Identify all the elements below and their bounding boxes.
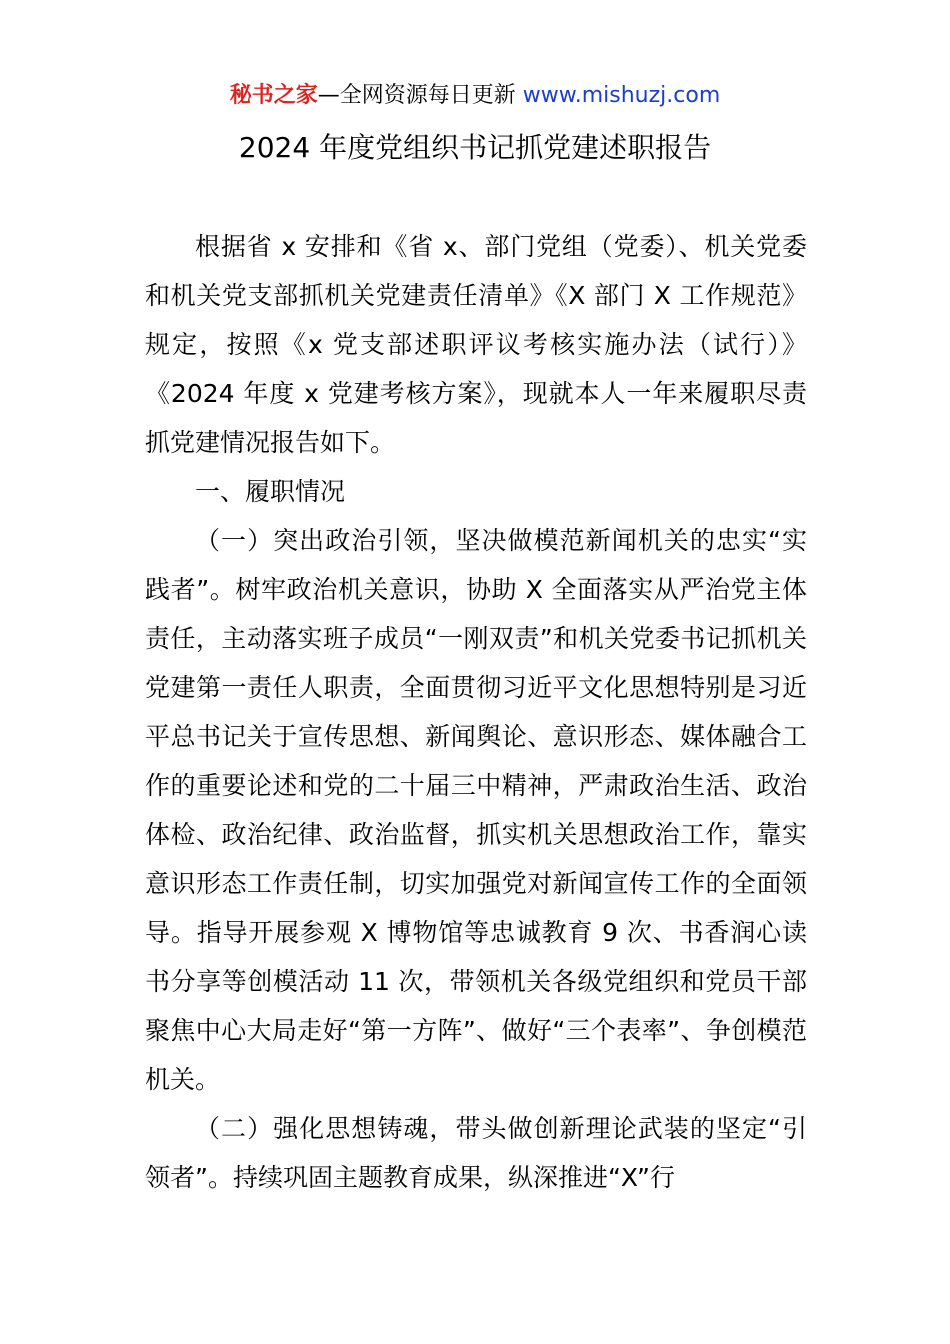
site-header xyxy=(0,80,950,112)
body-paragraph-item-1: （一）突出政治引领，坚决做模范新闻机关的忠实“实践者”。树牢政治机关意识，协助 X 全面落实从严治党主体责任，主动落实班子成员“一刚双责”和机关党委书记抓机关党建第一责任人职责，全面贯彻习近平文化思想特别是习近平总书记关于宣传思想、新闻舆论、意识形态、媒体融合工作的重要论述和党的二十届三中精神，严肃政治生活、政治体检、政治纪律、政治监督，抓实机关思想政治工作，靠实意识形态工作责任制，切实加强党对新闻宣传工作的全面领导。指导开展参观 X 博物馆等忠诚教育 9 次、书香润心读书分享等创模活动 11 次，带领机关各级党组织和党员干部聚焦中心大局走好“第一方阵”、做好“三个表率”、争创模范机关。 xyxy=(145,526,807,1094)
document-title: 2024 年度党组织书记抓党建述职报告 xyxy=(238,131,712,164)
intro-paragraph: 根据省 x 安排和《省 x、部门党组（党委）、机关党委和机关党支部抓机关党建责任清单》《X 部门 X 工作规范》规定，按照《x 党支部述职评议考核实施办法（试行）》《2024 年度 x 党建考核方案》，现就本人一年来履职尽责抓党建情况报告如下。 xyxy=(145,232,807,457)
site-brand: 秘书之家 xyxy=(229,83,318,108)
site-tagline: —全网资源每日更新 xyxy=(317,83,523,108)
body-paragraph-item-2: （二）强化思想铸魂，带头做创新理论武装的坚定“引领者”。持续巩固主题教育成果，纵深推进“X”行 xyxy=(145,1114,807,1192)
section-heading: 一、履职情况 xyxy=(195,477,346,506)
document-body xyxy=(145,222,807,1202)
site-url-link[interactable]: www.mishuzj.com xyxy=(522,83,721,108)
